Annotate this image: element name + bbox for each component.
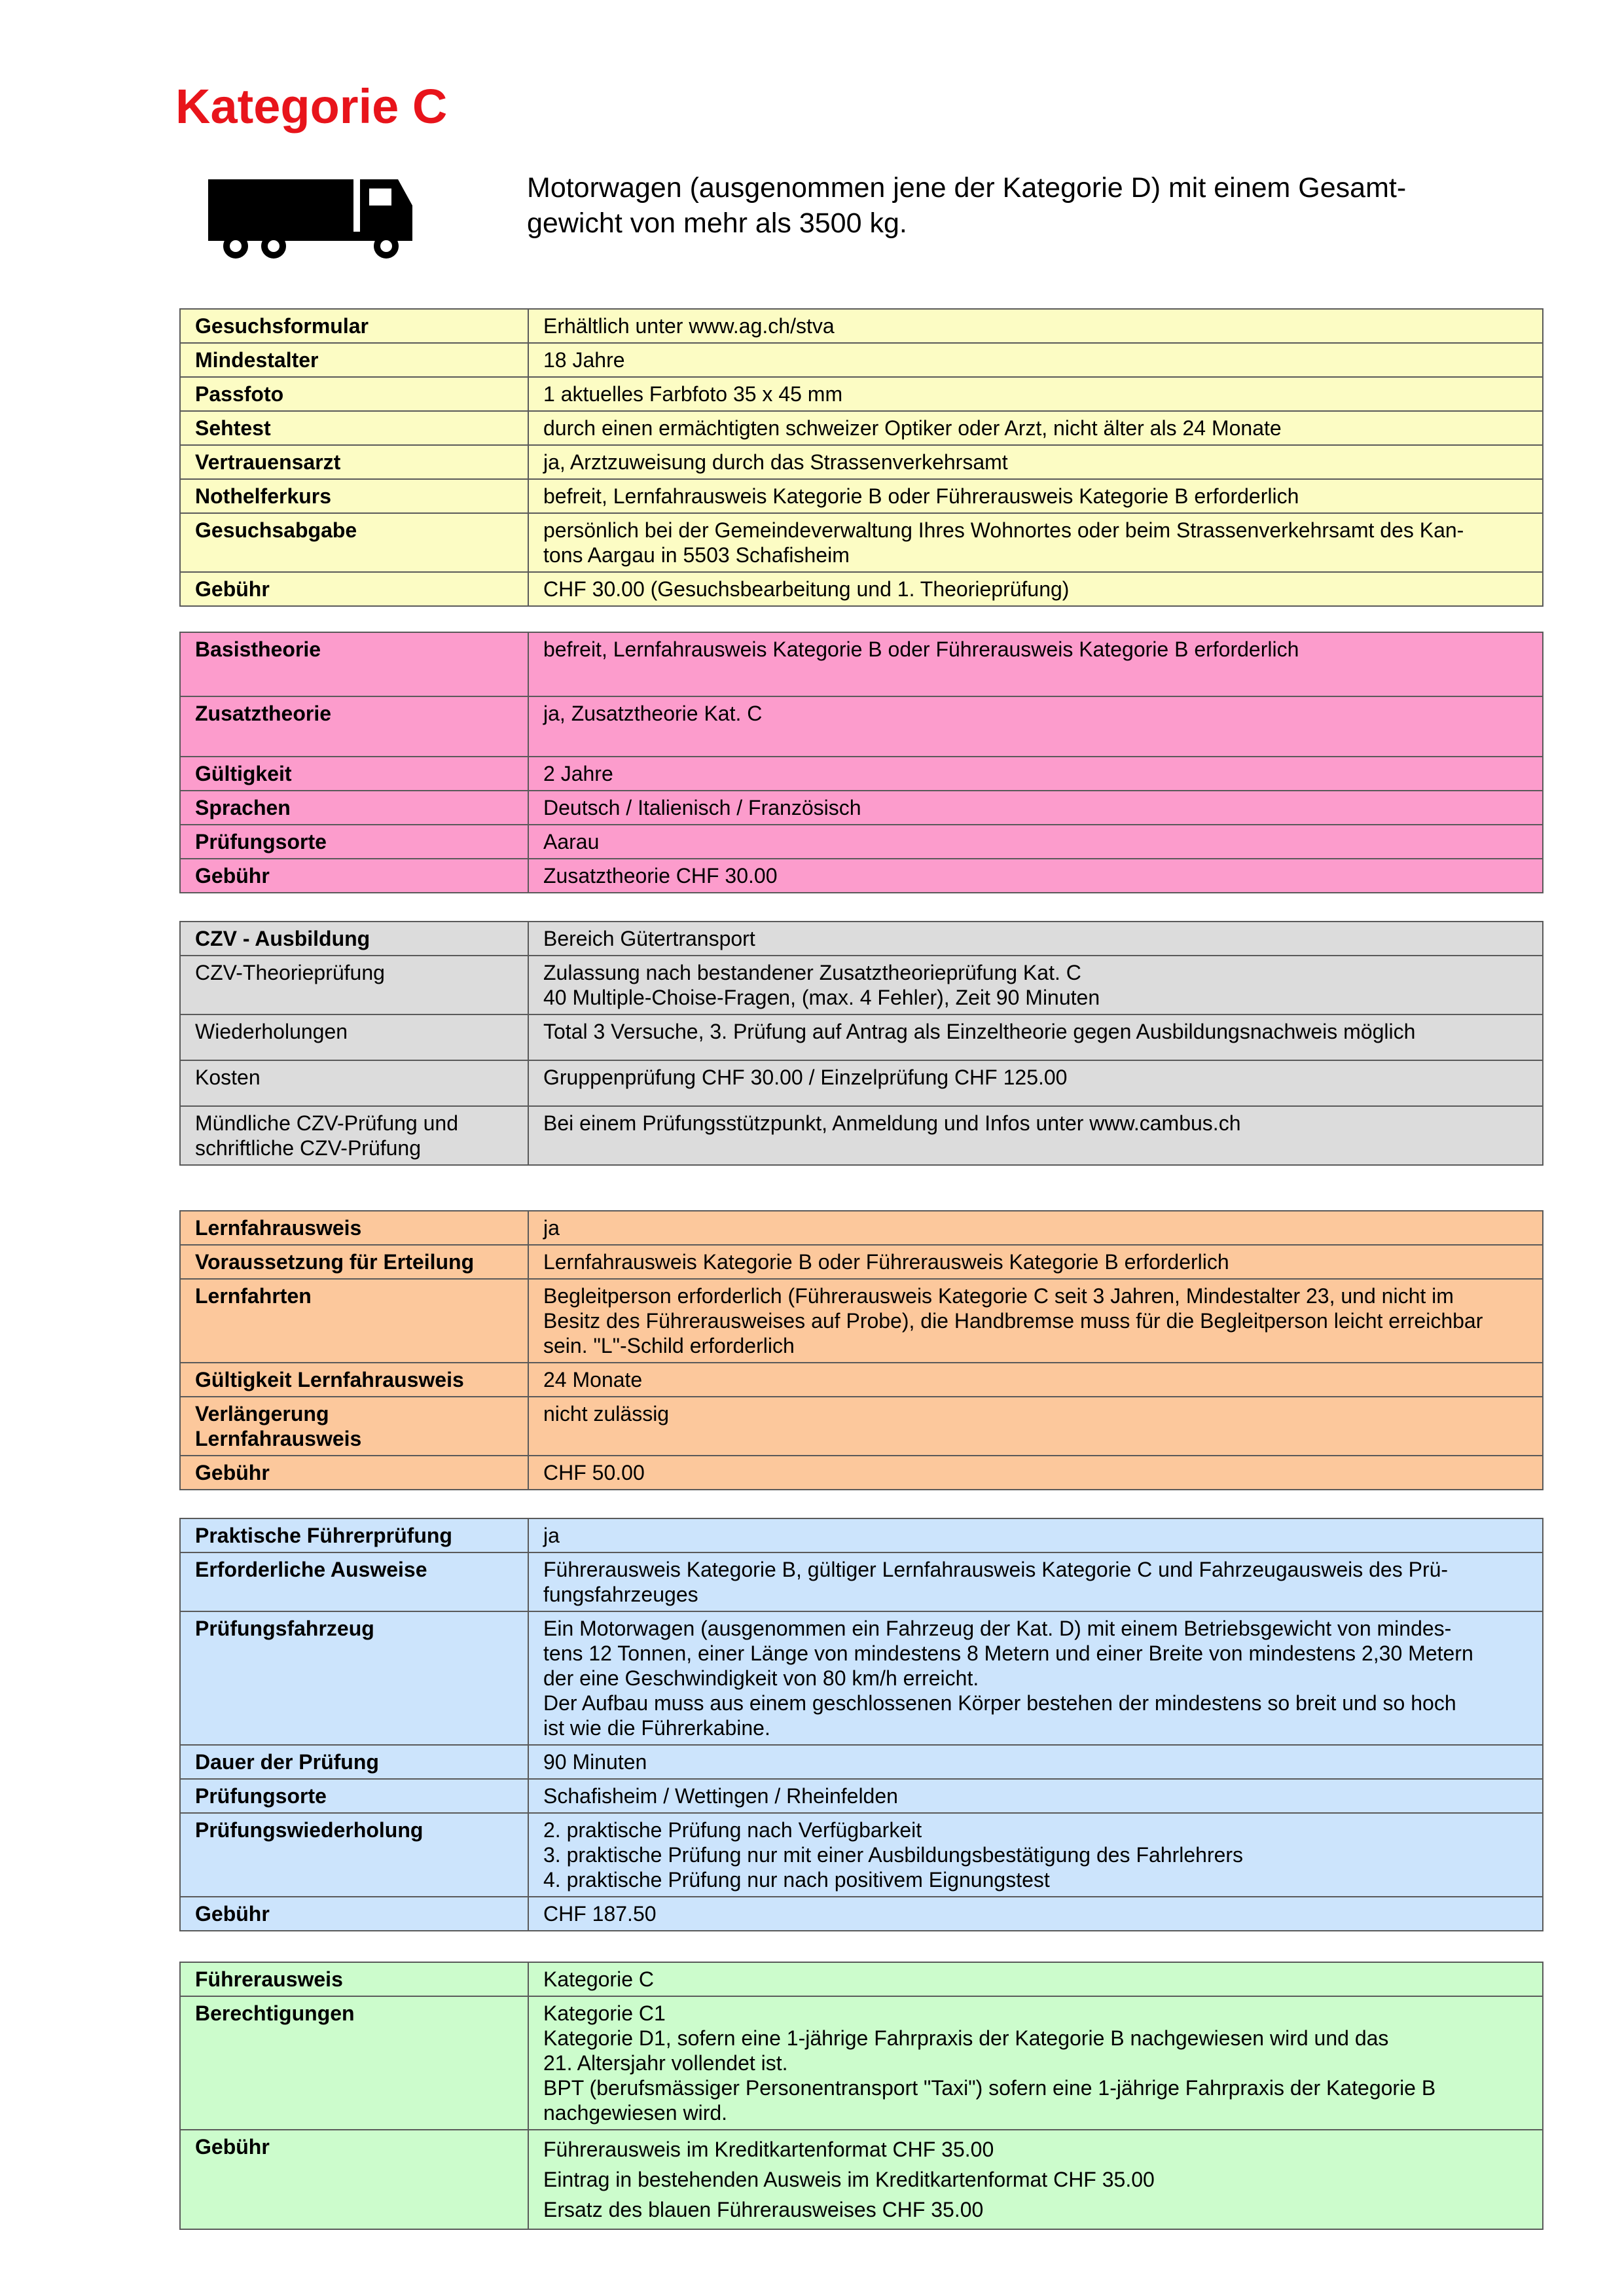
table-row: Passfoto 1 aktuelles Farbfoto 35 x 45 mm	[180, 377, 1543, 411]
category-description: Motorwagen (ausgenommen jene der Kategorie D) mit einem Gesamt- gewicht von mehr als 3500 kg.	[527, 172, 1407, 239]
czv-table	[179, 921, 1543, 1166]
table-row: Mindestalter 18 Jahre	[180, 343, 1543, 377]
table-row: Wiederholungen Total 3 Versuche, 3. Prüfung auf Antrag als Einzeltheorie gegen Ausbildungsnachweis möglich	[180, 1014, 1543, 1060]
table-row: Dauer der Prüfung 90 Minuten	[180, 1745, 1543, 1779]
table-row: Prüfungsorte Schafisheim / Wettingen / Rheinfelden	[180, 1779, 1543, 1813]
table-row: Gesuchsformular Erhältlich unter www.ag.ch/stva	[180, 309, 1543, 343]
table-row: Sprachen Deutsch / Italienisch / Französisch	[180, 791, 1543, 825]
table-row: Lernfahrten Begleitperson erforderlich (Führerausweis Kategorie C seit 3 Jahren, Mindestalter 23, und nicht im Besitz des Führerausweises auf Probe), die Handbremse muss für die Begleitperson leicht erreichbar sein. "L"-Schild erforderlich	[180, 1279, 1543, 1363]
table-row: Gebühr Zusatztheorie CHF 30.00	[180, 859, 1543, 893]
page-title: Kategorie C	[175, 79, 448, 134]
table-row: Voraussetzung für Erteilung Lernfahrausweis Kategorie B oder Führerausweis Kategorie B erforderlich	[180, 1245, 1543, 1279]
table-row: Nothelferkurs befreit, Lernfahrausweis Kategorie B oder Führerausweis Kategorie B erforderlich	[180, 479, 1543, 513]
table-row: Gültigkeit Lernfahrausweis 24 Monate	[180, 1363, 1543, 1397]
table-row: Kosten Gruppenprüfung CHF 30.00 / Einzelprüfung CHF 125.00	[180, 1060, 1543, 1106]
license-table	[179, 1962, 1543, 2230]
table-row: Prüfungsfahrzeug Ein Motorwagen (ausgenommen ein Fahrzeug der Kat. D) mit einem Betriebsgewicht von mindes- tens 12 Tonnen, einer Länge von mindestens 8 Metern und einer Breite von mindestens 2,30 Metern der eine Geschwindigkeit von 80 km/h erreicht. Der Aufbau muss aus einem geschlossenen Körper bestehen der mindestens so breit und so hoch ist wie die Führerkabine.	[180, 1611, 1543, 1745]
table-row: Zusatztheorie ja, Zusatztheorie Kat. C	[180, 696, 1543, 757]
table-row: Vertrauensarzt ja, Arztzuweisung durch das Strassenverkehrsamt	[180, 445, 1543, 479]
theory-table	[179, 632, 1543, 893]
truck-icon	[208, 175, 418, 260]
learner-permit-table	[179, 1210, 1543, 1490]
table-row: Gebühr CHF 50.00	[180, 1456, 1543, 1490]
table-row: Prüfungsorte Aarau	[180, 825, 1543, 859]
table-row: Gebühr Führerausweis im Kreditkartenformat CHF 35.00 Eintrag in bestehenden Ausweis im Kreditkartenformat CHF 35.00 Ersatz des blauen Führerausweises CHF 35.00	[180, 2130, 1543, 2229]
table-row: Praktische Führerprüfung ja	[180, 1518, 1543, 1552]
table-row: Prüfungswiederholung 2. praktische Prüfung nach Verfügbarkeit 3. praktische Prüfung nur mit einer Ausbildungsbestätigung des Fahrlehrers 4. praktische Prüfung nur nach positivem Eignungstest	[180, 1813, 1543, 1897]
application-table	[179, 308, 1543, 607]
practical-exam-table	[179, 1518, 1543, 1931]
table-row: Gebühr CHF 187.50	[180, 1897, 1543, 1931]
table-row: Erforderliche Ausweise Führerausweis Kategorie B, gültiger Lernfahrausweis Kategorie C und Fahrzeugausweis des Prü- fungsfahrzeuges	[180, 1552, 1543, 1611]
table-row: Basistheorie befreit, Lernfahrausweis Kategorie B oder Führerausweis Kategorie B erforderlich	[180, 632, 1543, 696]
table-row: CZV - Ausbildung Bereich Gütertransport	[180, 922, 1543, 956]
table-row: Lernfahrausweis ja	[180, 1211, 1543, 1245]
table-row: Verlängerung Lernfahrausweis nicht zulässig	[180, 1397, 1543, 1456]
table-row: Gebühr CHF 30.00 (Gesuchsbearbeitung und 1. Theorieprüfung)	[180, 572, 1543, 606]
table-row: Sehtest durch einen ermächtigten schweizer Optiker oder Arzt, nicht älter als 24 Monate	[180, 411, 1543, 445]
table-row: Berechtigungen Kategorie C1 Kategorie D1, sofern eine 1-jährige Fahrpraxis der Kategorie B nachgewiesen wird und das 21. Altersjahr vollendet ist. BPT (berufsmässiger Personentransport "Taxi") sofern eine 1-jährige Fahrpraxis der Kategorie B nachgewiesen wird.	[180, 1996, 1543, 2130]
table-row: CZV-Theorieprüfung Zulassung nach bestandener Zusatztheorieprüfung Kat. C 40 Multiple-Choise-Fragen, (max. 4 Fehler), Zeit 90 Minuten	[180, 956, 1543, 1014]
table-row: Gesuchsabgabe persönlich bei der Gemeindeverwaltung Ihres Wohnortes oder beim Strassenverkehrsamt des Kan- tons Aargau in 5503 Schafisheim	[180, 513, 1543, 572]
table-row: Führerausweis Kategorie C	[180, 1962, 1543, 1996]
table-row: Mündliche CZV-Prüfung und schriftliche CZV-Prüfung Bei einem Prüfungsstützpunkt, Anmeldung und Infos unter www.cambus.ch	[180, 1106, 1543, 1165]
table-row: Gültigkeit 2 Jahre	[180, 757, 1543, 791]
